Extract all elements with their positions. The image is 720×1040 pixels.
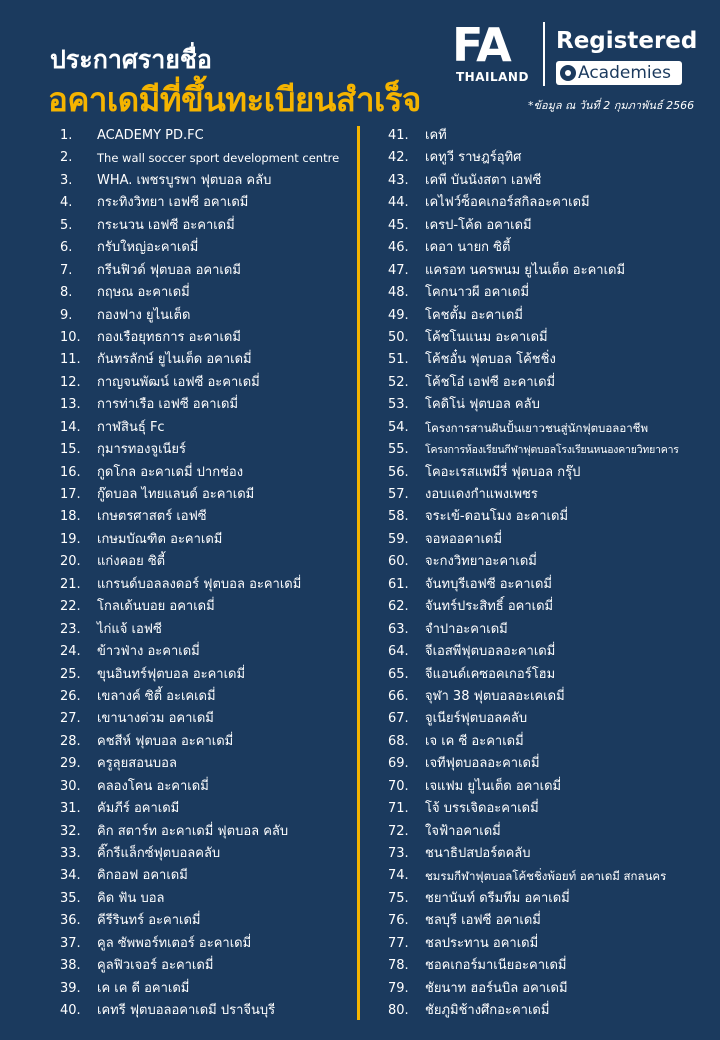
academy-name: กฤษณ อะคาเดมี่ bbox=[97, 285, 190, 301]
list-item-number: 51. bbox=[388, 352, 409, 368]
academy-name: เคอา นายก ซิตี้ bbox=[425, 240, 511, 256]
list-item bbox=[0, 731, 356, 753]
list-item bbox=[0, 708, 356, 730]
list-item bbox=[368, 664, 720, 686]
list-item bbox=[368, 708, 720, 730]
list-item bbox=[368, 753, 720, 775]
academy-name: เคทรี ฟุตบอลอคาเดมี ปราจีนบุรี bbox=[97, 1003, 276, 1019]
list-item-number: 50. bbox=[388, 329, 409, 345]
academy-name: ชมรมกีฬาฟุตบอลโค้ชชิ่งพ้อยท์ อคาเดมี สกลนคร bbox=[425, 869, 667, 884]
list-item-number: 52. bbox=[388, 374, 409, 390]
list-item-number: 48. bbox=[388, 285, 409, 301]
list-item bbox=[0, 305, 356, 327]
academy-name: โครงการห้องเรียนกีฬาฟุตบอลโรงเรียนหนองคายวิทยาคาร bbox=[425, 444, 679, 457]
academy-name: ชัยภูมิช้างศึกอะคาเดมี่ bbox=[425, 1003, 550, 1019]
list-item bbox=[0, 776, 356, 798]
academy-name: ชนาธิปสปอร์ตคลับ bbox=[425, 846, 531, 861]
academy-name: คัมภีร์ อคาเดมี bbox=[97, 801, 180, 817]
list-item bbox=[0, 462, 356, 484]
academy-name: เคที bbox=[425, 128, 447, 143]
academy-name: กระทิงวิทยา เอฟซี อคาเดมี bbox=[97, 195, 249, 211]
list-item-number: 35. bbox=[60, 890, 81, 906]
column-divider bbox=[357, 126, 360, 1020]
academy-list-right bbox=[368, 125, 720, 1023]
list-item-number: 10. bbox=[60, 329, 81, 345]
academy-name: โกลเด้นบอย อคาเดมี่ bbox=[97, 599, 215, 615]
fa-logo-letters: FA bbox=[452, 18, 510, 72]
academy-name: โคชตั้ม อะคาเดมี่ bbox=[425, 307, 523, 323]
academy-name: จูเนียร์ฟุตบอลคลับ bbox=[425, 711, 528, 727]
list-item bbox=[368, 372, 720, 394]
list-item bbox=[368, 596, 720, 618]
list-item-number: 14. bbox=[60, 419, 81, 435]
list-item-number: 60. bbox=[388, 554, 409, 570]
list-item-number: 49. bbox=[388, 307, 409, 323]
academy-name: การท่าเรือ เอฟซี อคาเดมี่ bbox=[97, 397, 239, 413]
list-item-number: 2. bbox=[60, 150, 73, 166]
academy-name: จอหออคาเดมี่ bbox=[425, 531, 503, 547]
list-item-number: 16. bbox=[60, 464, 81, 480]
list-item-number: 80. bbox=[388, 1003, 409, 1019]
list-item bbox=[0, 237, 356, 259]
academy-name: WHA. เพชรบูรพา ฟุตบอล คลับ bbox=[97, 172, 272, 188]
list-item-number: 57. bbox=[388, 487, 409, 502]
list-item-number: 17. bbox=[60, 487, 81, 502]
list-item bbox=[368, 439, 720, 461]
list-item bbox=[368, 776, 720, 798]
academy-name: เขลางค์ ซิตี้ อะเคเดมี่ bbox=[97, 688, 216, 704]
list-item bbox=[368, 417, 720, 439]
list-item-number: 34. bbox=[60, 868, 81, 884]
list-item bbox=[368, 237, 720, 259]
academies-badge bbox=[556, 61, 682, 85]
list-item bbox=[0, 664, 356, 686]
academy-name: เขานางต่วม อคาเดมี bbox=[97, 711, 214, 727]
academy-name: The wall soccer sport development centre bbox=[97, 151, 340, 166]
list-item-number: 37. bbox=[60, 935, 81, 951]
list-item bbox=[368, 574, 720, 596]
list-item bbox=[0, 865, 356, 887]
academy-name: คิ๊กรีแล็กซ์ฟุตบอลคลับ bbox=[97, 846, 221, 861]
list-item bbox=[368, 865, 720, 887]
academy-name: ใจฟ้าอคาเดมี่ bbox=[425, 823, 501, 839]
academy-name: เครป-โค้ด อคาเดมี bbox=[425, 217, 532, 233]
list-item-number: 8. bbox=[60, 285, 73, 301]
list-item bbox=[368, 170, 720, 192]
list-item bbox=[368, 394, 720, 416]
list-item bbox=[368, 910, 720, 932]
academy-name: คิกออฟ อคาเดมี bbox=[97, 868, 188, 884]
list-item bbox=[368, 978, 720, 1000]
list-item bbox=[368, 215, 720, 237]
football-icon bbox=[560, 65, 576, 81]
academy-name: คิก สตาร์ท อะคาเดมี่ ฟุตบอล คลับ bbox=[97, 823, 289, 839]
academy-name: จะกงวิทยาอะคาเดมี่ bbox=[425, 554, 537, 570]
academy-name: ชลบุรี เอฟซี อคาเดมี่ bbox=[425, 913, 541, 929]
list-item-number: 13. bbox=[60, 397, 81, 413]
academy-name: ข้าวฟ่าง อะคาเดมี่ bbox=[97, 644, 200, 660]
academy-name: กรีนฟิวด์ ฟุตบอล อคาเดมี bbox=[97, 262, 241, 278]
list-item bbox=[368, 843, 720, 865]
list-item bbox=[368, 798, 720, 820]
academy-name: กันทรลักษ์ ยูไนเต็ด อคาเดมี่ bbox=[97, 352, 252, 368]
list-item bbox=[368, 933, 720, 955]
list-item bbox=[368, 282, 720, 304]
list-item-number: 21. bbox=[60, 576, 81, 592]
academy-name: ชยานันท์ ดรีมทีม อคาเดมี่ bbox=[425, 890, 570, 906]
registered-label: Registered bbox=[556, 28, 698, 54]
list-item bbox=[0, 551, 356, 573]
list-item bbox=[0, 888, 356, 910]
academy-name: กองเรือยุทธการ อะคาเดมี bbox=[97, 329, 241, 345]
list-item bbox=[368, 551, 720, 573]
list-item-number: 3. bbox=[60, 172, 73, 188]
academy-name: เคพี บันนังสตา เอฟซี bbox=[425, 172, 542, 188]
list-item-number: 71. bbox=[388, 801, 409, 817]
list-item-number: 46. bbox=[388, 240, 409, 256]
list-item-number: 53. bbox=[388, 397, 409, 413]
list-item bbox=[0, 417, 356, 439]
academy-name: กองฟาง ยูไนเต็ด bbox=[97, 307, 191, 323]
list-item bbox=[368, 147, 720, 169]
academy-name: กาฬสินธุ์ Fc bbox=[97, 419, 165, 435]
list-item-number: 29. bbox=[60, 756, 81, 772]
list-item bbox=[368, 955, 720, 977]
list-item bbox=[0, 619, 356, 641]
list-item bbox=[0, 327, 356, 349]
academy-name: ชลประทาน อคาเดมี่ bbox=[425, 935, 539, 951]
list-item-number: 47. bbox=[388, 262, 409, 278]
academy-list-left bbox=[0, 125, 356, 1023]
academy-name: เกษมบัณฑิต อะคาเดมี bbox=[97, 531, 223, 547]
list-item bbox=[0, 215, 356, 237]
academy-name: กูดโกล อะคาเดมี่ ปากช่อง bbox=[97, 464, 244, 480]
list-item-number: 79. bbox=[388, 980, 409, 996]
academy-name: เคทูวี ราษฎร์อุทิศ bbox=[425, 150, 522, 166]
academy-name: ชัยนาท ฮอร์นบิล อคาเดมี bbox=[425, 980, 568, 996]
list-item-number: 54. bbox=[388, 419, 409, 435]
list-item-number: 68. bbox=[388, 733, 409, 749]
list-item-number: 62. bbox=[388, 599, 409, 615]
academy-name: จีเอสพีฟุตบอลอะคาเดมี่ bbox=[425, 644, 556, 660]
list-item-number: 33. bbox=[60, 846, 81, 861]
list-item-number: 11. bbox=[60, 352, 81, 368]
list-item-number: 61. bbox=[388, 576, 409, 592]
academy-name: จีแอนด์เคซอคเกอร์โฮม bbox=[425, 666, 556, 682]
list-item-number: 70. bbox=[388, 778, 409, 794]
academy-name: โคดิโน่ ฟุตบอล คลับ bbox=[425, 397, 540, 413]
list-item-number: 20. bbox=[60, 554, 81, 570]
list-item-number: 72. bbox=[388, 823, 409, 839]
list-item bbox=[0, 282, 356, 304]
academy-name: เกษตรศาสตร์ เอฟซี bbox=[97, 509, 207, 525]
list-item bbox=[0, 574, 356, 596]
academy-name: งอบแดงกำแพงเพชร bbox=[425, 487, 538, 502]
academy-name: เค เค ดี อคาเดมี่ bbox=[97, 980, 190, 996]
academy-name: จันทร์ประสิทธิ์ อคาเดมี่ bbox=[425, 599, 554, 615]
list-item-number: 18. bbox=[60, 509, 81, 525]
list-item bbox=[0, 955, 356, 977]
academy-name: โค้ชโนแนม อะคาเดมี่ bbox=[425, 329, 548, 345]
list-item-number: 77. bbox=[388, 935, 409, 951]
list-item bbox=[0, 260, 356, 282]
academy-name: โคกนาวผี อคาเดมี่ bbox=[425, 285, 530, 301]
list-item-number: 44. bbox=[388, 195, 409, 211]
academy-name: ชอคเกอร์มาเนียอะคาเดมี่ bbox=[425, 958, 567, 974]
academy-name: แก่งคอย ซิตี้ bbox=[97, 554, 166, 570]
list-item bbox=[0, 978, 356, 1000]
list-item bbox=[368, 327, 720, 349]
list-item-number: 25. bbox=[60, 666, 81, 682]
list-item-number: 56. bbox=[388, 464, 409, 480]
list-item bbox=[0, 910, 356, 932]
list-item bbox=[0, 372, 356, 394]
academy-name: เจ เค ซี อะคาเดมี่ bbox=[425, 733, 524, 749]
list-item bbox=[0, 147, 356, 169]
academy-name: คชสีห์ ฟุตบอล อะคาเดมี่ bbox=[97, 733, 234, 749]
academy-name: จำปาอะคาเดมี bbox=[425, 621, 508, 637]
academy-name: ขุนอินทร์ฟุตบอล อะคาเดมี่ bbox=[97, 666, 246, 682]
list-item bbox=[368, 260, 720, 282]
page-subtitle: อคาเดมีที่ขึ้นทะเบียนสำเร็จ bbox=[48, 80, 421, 119]
list-item-number: 55. bbox=[388, 442, 409, 458]
list-item-number: 27. bbox=[60, 711, 81, 727]
list-item-number: 31. bbox=[60, 801, 81, 817]
list-item bbox=[0, 529, 356, 551]
list-item-number: 42. bbox=[388, 150, 409, 166]
academy-name: กาญจนพัฒน์ เอฟซี อะคาเดมี่ bbox=[97, 374, 260, 390]
academy-name: เจทีฟุตบอลอะคาเดมี่ bbox=[425, 756, 540, 772]
list-item-number: 76. bbox=[388, 913, 409, 929]
list-item bbox=[0, 753, 356, 775]
academy-name: คีรีรินทร์ อะคาเดมี่ bbox=[97, 913, 201, 929]
list-item bbox=[0, 484, 356, 506]
fa-thailand-logo bbox=[452, 18, 534, 86]
academy-name: คูลฟิวเจอร์ อะคาเดมี่ bbox=[97, 958, 214, 974]
academy-name: แครอท นครพนม ยูไนเต็ด อะคาเดมี bbox=[425, 262, 626, 278]
list-item-number: 65. bbox=[388, 666, 409, 682]
list-item bbox=[368, 686, 720, 708]
list-item-number: 45. bbox=[388, 217, 409, 233]
logo-divider bbox=[543, 22, 545, 86]
list-item bbox=[368, 349, 720, 371]
academy-name: คูล ซัพพอร์ทเตอร์ อะคาเดมี่ bbox=[97, 935, 252, 951]
list-item-number: 69. bbox=[388, 756, 409, 772]
list-item bbox=[0, 933, 356, 955]
fa-logo-subtitle: THAILAND bbox=[456, 70, 529, 84]
list-item bbox=[368, 888, 720, 910]
list-item bbox=[368, 125, 720, 147]
academy-name: เคไฟว์ซ็อคเกอร์สกิลอะคาเดมี bbox=[425, 195, 590, 211]
academy-name: แกรนด์บอลลงดอร์ ฟุตบอล อะคาเดมี่ bbox=[97, 576, 302, 592]
list-item-number: 63. bbox=[388, 621, 409, 637]
academy-name: คลองโคน อะคาเดมี่ bbox=[97, 778, 209, 794]
list-item-number: 23. bbox=[60, 621, 81, 637]
list-item-number: 75. bbox=[388, 890, 409, 906]
list-item bbox=[0, 125, 356, 147]
academy-name: ไก่แจ้ เอฟซี bbox=[97, 621, 162, 637]
list-item-number: 1. bbox=[60, 128, 73, 143]
academy-name: คิด ฟัน บอล bbox=[97, 890, 165, 906]
list-item-number: 24. bbox=[60, 644, 81, 660]
list-item-number: 64. bbox=[388, 644, 409, 660]
list-item bbox=[368, 484, 720, 506]
academy-name: โครงการสานฝันปั้นเยาวชนสู่นักฟุตบอลอาชีพ bbox=[425, 420, 649, 435]
list-item-number: 9. bbox=[60, 307, 73, 323]
list-item-number: 78. bbox=[388, 958, 409, 974]
list-item-number: 66. bbox=[388, 688, 409, 704]
academy-name: กู๊ดบอล ไทยแลนด์ อะคาเดมี bbox=[97, 487, 255, 502]
list-item-number: 15. bbox=[60, 442, 81, 458]
header bbox=[0, 0, 720, 125]
list-item-number: 39. bbox=[60, 980, 81, 996]
list-item bbox=[0, 170, 356, 192]
list-item-number: 43. bbox=[388, 172, 409, 188]
academy-name: จุฬา 38 ฟุตบอลอะเคเดมี่ bbox=[425, 688, 565, 704]
list-item bbox=[368, 619, 720, 641]
list-item bbox=[0, 349, 356, 371]
list-item bbox=[0, 821, 356, 843]
list-item-number: 6. bbox=[60, 240, 73, 256]
list-item-number: 22. bbox=[60, 599, 81, 615]
academy-name: โค้ชอั๋น ฟุตบอล โค้ชชิ่ง bbox=[425, 352, 556, 368]
list-item-number: 30. bbox=[60, 778, 81, 794]
list-item bbox=[0, 1000, 356, 1022]
list-item-number: 32. bbox=[60, 823, 81, 839]
academy-name: จระเข้-ดอนโมง อะคาเดมี่ bbox=[425, 509, 569, 525]
academy-name: โค้ชโอ๋ เอฟซี อะคาเดมี่ bbox=[425, 374, 556, 390]
list-item-number: 26. bbox=[60, 688, 81, 704]
list-item bbox=[0, 686, 356, 708]
list-item bbox=[0, 394, 356, 416]
list-item-number: 12. bbox=[60, 374, 81, 390]
list-item bbox=[0, 506, 356, 528]
list-item-number: 28. bbox=[60, 733, 81, 749]
list-item bbox=[368, 192, 720, 214]
list-item-number: 36. bbox=[60, 913, 81, 929]
academy-name: กระนวน เอฟซี อะคาเดมี่ bbox=[97, 217, 235, 233]
academy-name: ACADEMY PD.FC bbox=[97, 128, 204, 143]
list-item-number: 59. bbox=[388, 531, 409, 547]
list-item-number: 41. bbox=[388, 128, 409, 143]
list-item bbox=[368, 641, 720, 663]
list-item-number: 67. bbox=[388, 711, 409, 727]
list-item bbox=[368, 506, 720, 528]
list-item bbox=[0, 843, 356, 865]
list-item bbox=[368, 821, 720, 843]
page-title: ประกาศรายชื่อ bbox=[50, 45, 212, 74]
list-item-number: 19. bbox=[60, 531, 81, 547]
list-item-number: 7. bbox=[60, 262, 73, 278]
list-item bbox=[0, 798, 356, 820]
list-item-number: 5. bbox=[60, 217, 73, 233]
list-item bbox=[0, 596, 356, 618]
list-item-number: 40. bbox=[60, 1003, 81, 1019]
list-item-number: 38. bbox=[60, 958, 81, 974]
list-item-number: 73. bbox=[388, 846, 409, 861]
list-item bbox=[368, 529, 720, 551]
list-item bbox=[0, 192, 356, 214]
list-item bbox=[368, 731, 720, 753]
academy-name: โจ้ บรรเจิดอะคาเดมี่ bbox=[425, 801, 539, 817]
academy-name: เจแฟม ยูไนเต็ด อคาเดมี่ bbox=[425, 778, 562, 794]
list-item bbox=[368, 1000, 720, 1022]
list-item-number: 4. bbox=[60, 195, 73, 211]
list-item-number: 74. bbox=[388, 868, 409, 884]
list-item bbox=[368, 305, 720, 327]
academy-name: จันทบุรีเอฟซี อะคาเดมี่ bbox=[425, 576, 552, 592]
academies-label: Academies bbox=[578, 63, 671, 83]
data-date-note: *ข้อมูล ณ วันที่ 2 กุมภาพันธ์ 2566 bbox=[528, 99, 695, 112]
list-item-number: 58. bbox=[388, 509, 409, 525]
list-item bbox=[368, 462, 720, 484]
academy-name: โคอะเรสแพมีรี่ ฟุตบอล กรุ๊ป bbox=[425, 464, 581, 480]
list-item bbox=[0, 439, 356, 461]
academy-name: กรับใหญ่อะคาเดมี่ bbox=[97, 240, 199, 256]
academy-name: กุมารทองจูเนียร์ bbox=[97, 442, 186, 458]
list-item bbox=[0, 641, 356, 663]
academy-name: ครูลุยสอนบอล bbox=[97, 756, 177, 772]
